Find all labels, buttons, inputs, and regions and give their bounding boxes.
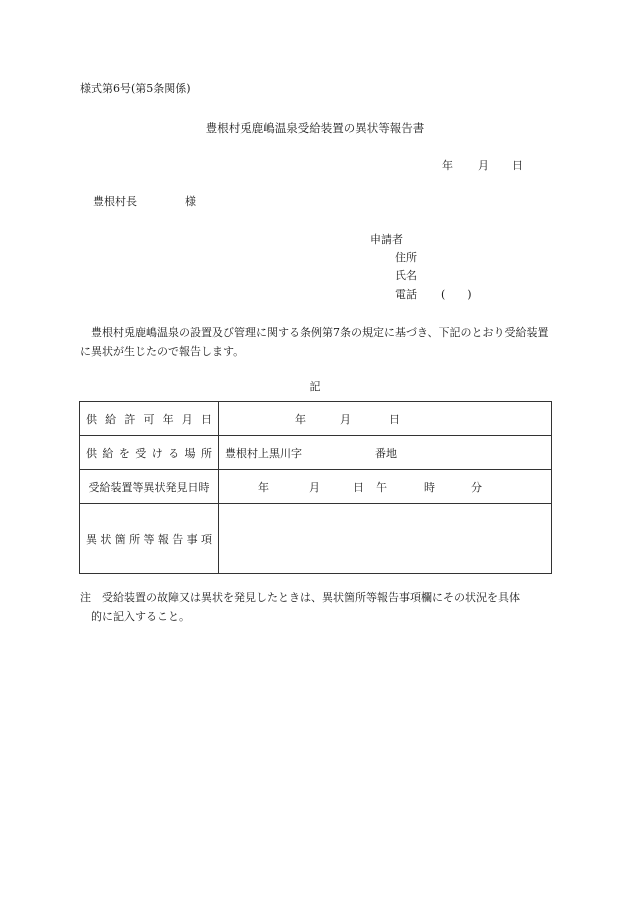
permit-day: 日 [389,412,400,426]
found-month: 月 [309,480,320,494]
note-line-2: 的に記入すること。 [91,610,190,623]
place-prefix: 豊根村上黒川字 [225,446,302,460]
addressee-honorific: 様 [185,195,196,208]
phone-parentheses: ( ) [441,288,472,301]
found-day: 日 [353,480,364,494]
found-hour: 時 [424,480,435,494]
form-number: 様式第6号(第5条関係) [80,82,191,95]
table-row [80,436,552,470]
place-banchi: 番地 [375,446,397,460]
date-day: 日 [512,159,523,172]
date-year: 年 [442,159,453,172]
found-year: 年 [258,480,269,494]
supply-place-value[interactable] [219,436,552,470]
document-title: 豊根村兎鹿嶋温泉受給装置の異状等報告書 [205,121,425,135]
anomaly-report-items-label: 異 状 箇 所 等 報 告 事 項 [80,504,219,574]
note [80,588,552,626]
found-am-pm: 午 [376,480,387,494]
phone-label: 電話 [395,288,417,301]
address-label: 住所 [395,251,417,264]
permit-month: 月 [340,412,351,426]
table-row [80,470,552,504]
date-month: 月 [478,159,489,172]
note-mark: 注 [80,591,91,604]
table-row [80,504,552,574]
anomaly-report-items-value[interactable] [219,504,552,574]
anomaly-found-datetime-label: 受給装置等異状発見日時 [80,470,219,504]
permit-year: 年 [295,412,306,426]
supply-place-label: 供 給 を 受 け る 場 所 [80,436,219,470]
note-line-1: 受給装置の故障又は異状を発見したときは、異状箇所等報告事項欄にその状況を具体 [102,591,520,604]
name-label: 氏名 [395,269,417,282]
anomaly-found-datetime-value[interactable] [219,470,552,504]
supply-permit-date-value[interactable] [219,402,552,436]
ki-heading: 記 [309,380,321,393]
addressee-name: 豊根村長 [93,195,137,208]
body-text: 豊根村兎鹿嶋温泉の設置及び管理に関する条例第7条の規定に基づき、下記のとおり受給装置に異状が生じたので報告します。 [80,326,549,358]
table-row [80,402,552,436]
supply-permit-date-label: 供 給 許 可 年 月 日 [80,402,219,436]
applicant-heading: 申請者 [370,233,403,246]
found-minute: 分 [471,480,482,494]
report-table [79,401,552,574]
